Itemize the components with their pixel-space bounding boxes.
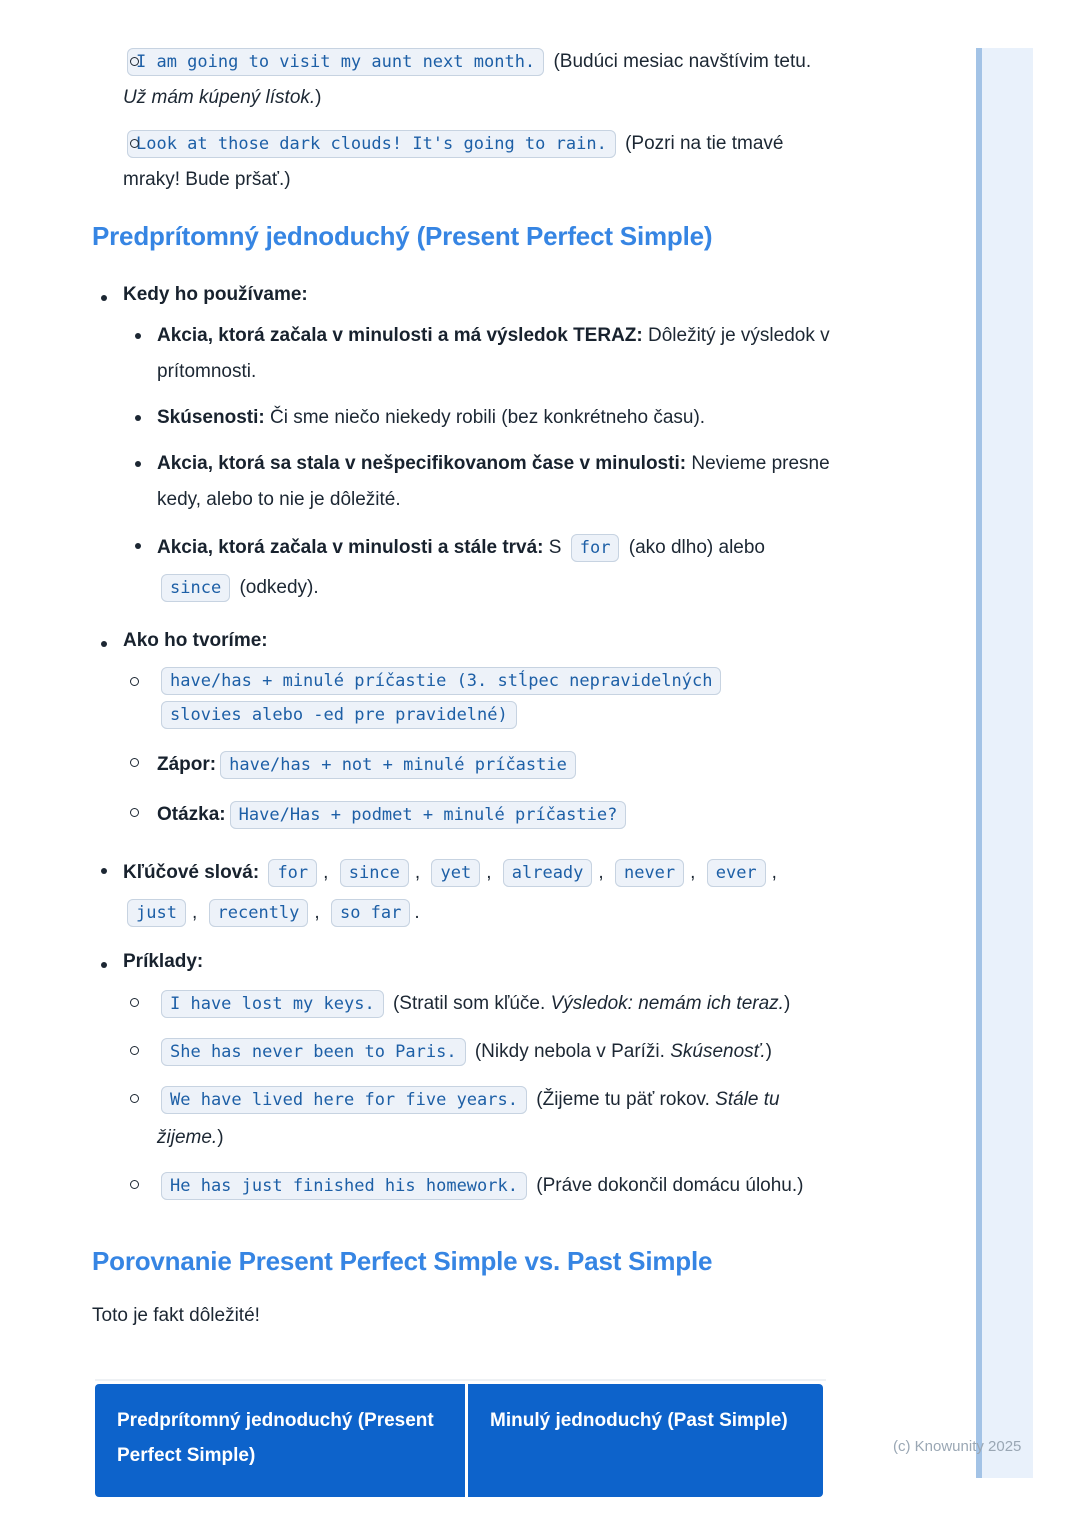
keywords-item: Kľúčové slová: for , since , yet , already , never , ever , just , recently , so far . xyxy=(92,853,782,933)
next-page-edge-strip xyxy=(976,48,1033,1478)
list-item: She has never been to Paris. (Nikdy nebola v Paríži. Skúsenosť.) xyxy=(92,1033,832,1071)
importance-note: Toto je fakt dôležité! xyxy=(92,1305,260,1326)
table-header-present-perfect: Predprítomný jednoduchý (Present Perfect Simple) xyxy=(95,1384,468,1497)
keyword-chip: ever xyxy=(707,859,766,887)
keyword-chip: for xyxy=(268,859,317,887)
list-item xyxy=(92,126,832,198)
form-question-code: Have/Has + podmet + minulé príčastie? xyxy=(230,801,627,829)
table-header-past-simple: Minulý jednoduchý (Past Simple) xyxy=(468,1384,823,1497)
list-item: Zápor: have/has + not + minulé príčastie xyxy=(92,745,832,785)
keyword-chip: recently xyxy=(209,899,309,927)
section-heading-comparison: Porovnanie Present Perfect Simple vs. Past Simple xyxy=(92,1246,713,1276)
keyword-chip: never xyxy=(615,859,684,887)
form-statement-code: have/has + minulé príčastie (3. stĺpec nepravidelných slovies alebo -ed pre pravidelné) xyxy=(161,667,721,729)
keyword-chip: yet xyxy=(431,859,480,887)
list-item: Akcia, ktorá začala v minulosti a stále trvá: S for (ako dlho) alebo since (odkedy). xyxy=(92,528,832,608)
keyword-chip: since xyxy=(340,859,409,887)
section-heading-present-perfect: Predprítomný jednoduchý (Present Perfect Simple) xyxy=(92,221,713,251)
example-sentence-code: He has just finished his homework. xyxy=(161,1172,527,1200)
closing-paren: ) xyxy=(315,87,322,108)
example-sentence-code: I am going to visit my aunt next month. xyxy=(127,48,544,76)
list-item: Otázka: Have/Has + podmet + minulé príčastie? xyxy=(92,795,832,835)
list-item xyxy=(92,664,832,735)
example-sentence-code: We have lived here for five years. xyxy=(161,1086,527,1114)
watermark: (c) Knowunity 2025 xyxy=(893,1438,1022,1455)
usage-label: Kedy ho používame: xyxy=(92,280,832,310)
list-item: Akcia, ktorá začala v minulosti a má výsledok TERAZ: Dôležitý je výsledok v prítomnosti. xyxy=(92,318,832,390)
example-sentence-code: She has never been to Paris. xyxy=(161,1038,466,1066)
keyword-since-code: since xyxy=(161,574,230,602)
list-item: I have lost my keys. (Stratil som kľúče. Výsledok: nemám ich teraz.) xyxy=(92,985,832,1023)
list-item: He has just finished his homework. (Práve dokončil domácu úlohu.) xyxy=(92,1167,832,1205)
form-negative-code: have/has + not + minulé príčastie xyxy=(220,751,576,779)
translation-text: (Budúci mesiac navštívim tetu. xyxy=(548,51,812,72)
form-label: Ako ho tvoríme: xyxy=(92,626,832,656)
keyword-for-code: for xyxy=(571,534,620,562)
example-sentence-code: I have lost my keys. xyxy=(161,990,384,1018)
keyword-chip: just xyxy=(127,899,186,927)
examples-list xyxy=(92,985,832,1205)
comparison-table xyxy=(95,1379,826,1497)
keyword-chip: already xyxy=(503,859,593,887)
translation-text: (Pozri na tie tmavé mraky! Bude pršať.) xyxy=(123,133,784,190)
list-item: We have lived here for five years. (Žijeme tu päť rokov. Stále tu žijeme.) xyxy=(92,1081,832,1157)
keyword-chip: so far xyxy=(331,899,410,927)
going-to-examples-list xyxy=(92,44,832,198)
list-item: Akcia, ktorá sa stala v nešpecifikovanom čase v minulosti: Nevieme presne kedy, alebo to nie je dôležité. xyxy=(92,446,832,518)
usage-list xyxy=(92,318,832,608)
example-sentence-code: Look at those dark clouds! It's going to rain. xyxy=(127,130,616,158)
translation-italic: Už mám kúpený lístok. xyxy=(123,87,316,108)
examples-label: Príklady: xyxy=(92,947,832,977)
list-item: Skúsenosti: Či sme niečo niekedy robili (bez konkrétneho času). xyxy=(92,400,832,436)
form-list xyxy=(92,664,832,835)
list-item xyxy=(92,44,832,116)
page-content xyxy=(92,44,832,1497)
